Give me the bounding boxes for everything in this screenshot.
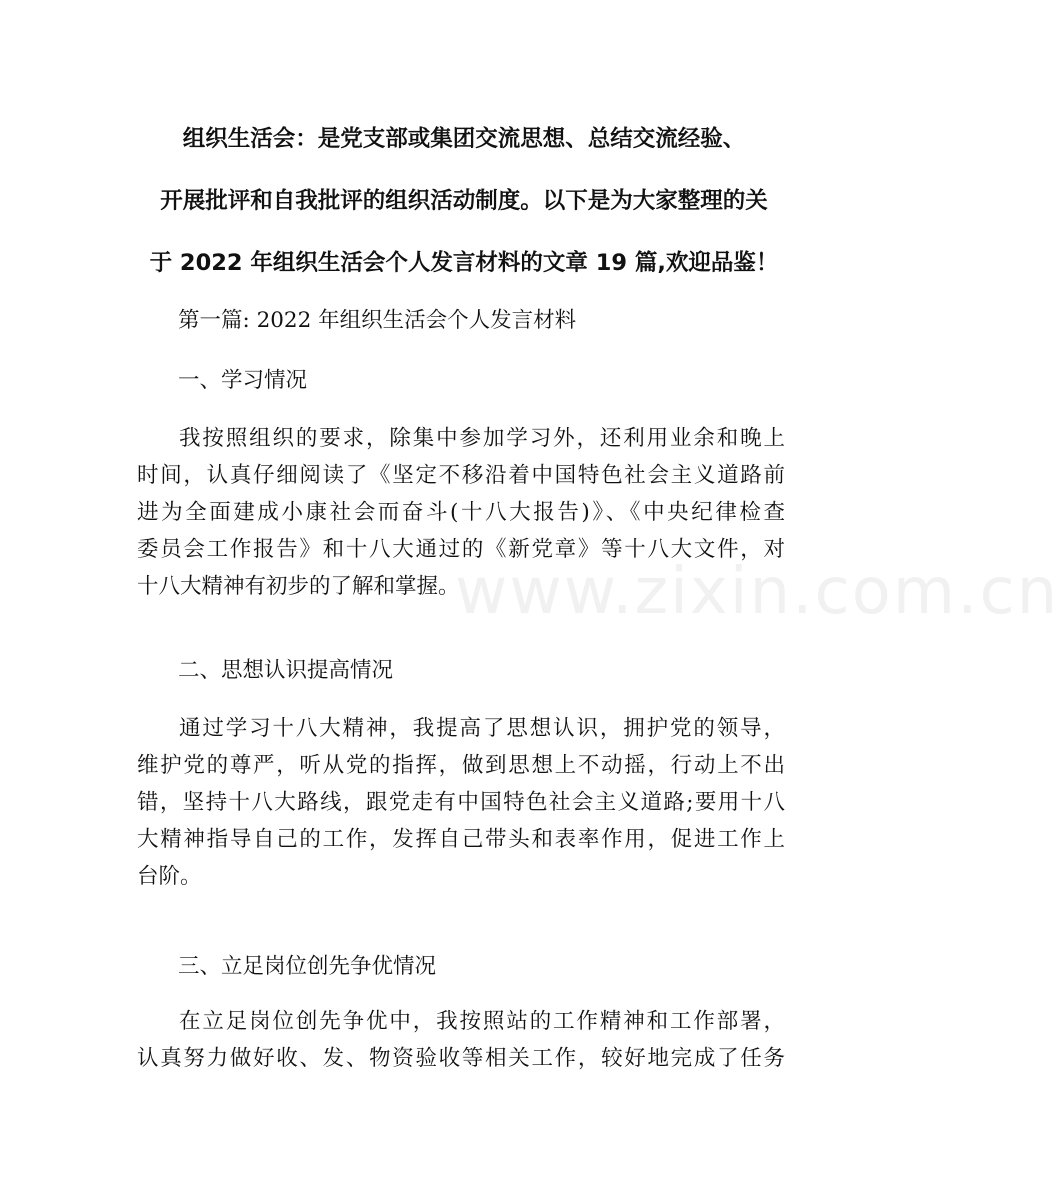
paragraph-line: 认真努力做好收、发、物资验收等相关工作，较好地完成了任务 [137, 1046, 785, 1071]
intro-line: 于 2022 年组织生活会个人发言材料的文章 19 篇,欢迎品鉴！ [149, 250, 779, 276]
article-title: 第一篇: 2022 年组织生活会个人发言材料 [178, 308, 577, 333]
paragraph-line: 台阶。 [137, 864, 202, 889]
paragraph-line: 通过学习十八大精神，我提高了思想认识，拥护党的领导， [179, 716, 785, 741]
paragraph-line: 大精神指导自己的工作，发挥自己带头和表率作用，促进工作上 [137, 827, 785, 852]
paragraph-line: 十八大精神有初步的了解和掌握。 [137, 574, 460, 599]
paragraph-line: 时间，认真仔细阅读了《坚定不移沿着中国特色社会主义道路前 [137, 463, 785, 488]
section-body [137, 710, 785, 895]
intro-line: 组织生活会：是党支部或集团交流思想、总结交流经验、 [182, 126, 746, 152]
section-heading: 二、思想认识提高情况 [178, 658, 394, 683]
section-heading: 三、立足岗位创先争优情况 [178, 954, 437, 979]
intro-line: 开展批评和自我批评的组织活动制度。以下是为大家整理的关 [160, 188, 768, 214]
paragraph-line: 错，坚持十八大路线，跟党走有中国特色社会主义道路;要用十八 [137, 790, 785, 815]
intro-paragraph [128, 108, 800, 294]
paragraph-line: 进为全面建成小康社会而奋斗(十八大报告)》、《中央纪律检查 [137, 500, 785, 525]
watermark: www.zixin.com.cn [455, 555, 1059, 629]
paragraph-line: 在立足岗位创先争优中，我按照站的工作精神和工作部署， [179, 1009, 785, 1034]
section-body [137, 1003, 785, 1077]
paragraph-line: 我按照组织的要求，除集中参加学习外，还利用业余和晚上 [179, 426, 785, 451]
paragraph-line: 维护党的尊严，听从党的指挥，做到思想上不动摇，行动上不出 [137, 753, 785, 778]
section-heading: 一、学习情况 [178, 368, 308, 393]
section-body [137, 420, 785, 605]
paragraph-line: 委员会工作报告》和十八大通过的《新党章》等十八大文件，对 [137, 537, 785, 562]
